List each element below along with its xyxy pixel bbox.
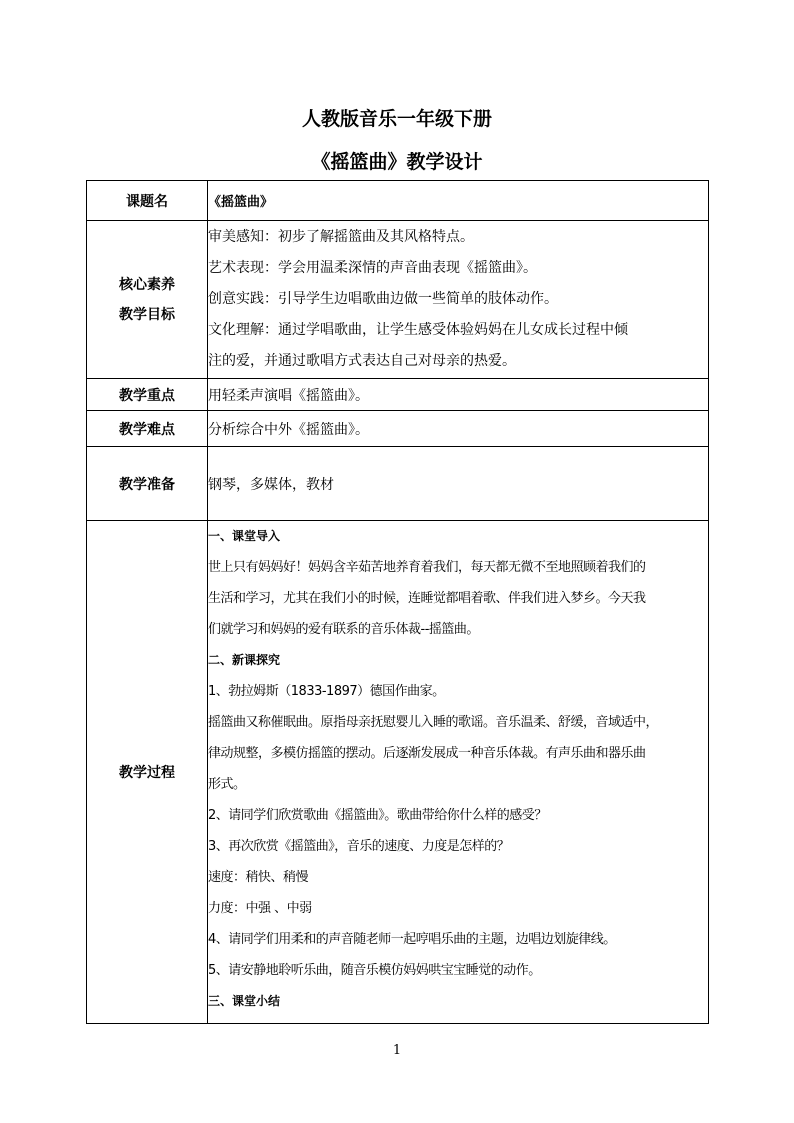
process-line: 1、勃拉姆斯（1833-1897）德国作曲家。 xyxy=(208,684,445,699)
goals-label-line2: 教学目标 xyxy=(119,306,175,323)
table-row-goals xyxy=(87,221,709,379)
key-point-label: 教学重点 xyxy=(87,379,208,411)
process-heading: 二、新课探究 xyxy=(208,653,281,667)
table-row-key-point xyxy=(87,379,709,411)
preparation-label: 教学准备 xyxy=(87,447,208,521)
process-line: 2、请同学们欣赏歌曲《摇篮曲》。歌曲带给你什么样的感受？ xyxy=(208,808,547,823)
process-line: 世上只有妈妈好！妈妈含辛茹苦地养育着我们，每天都无微不至地照顾着我们的 xyxy=(208,560,646,575)
topic-value: 《摇篮曲》 xyxy=(208,181,709,221)
difficulty-label: 教学难点 xyxy=(87,411,208,447)
table-row-preparation xyxy=(87,447,709,521)
preparation-value: 钢琴，多媒体，教材 xyxy=(208,447,709,521)
lesson-plan-table xyxy=(86,180,709,1024)
table-row-topic xyxy=(87,181,709,221)
goal-line: 文化理解：通过学唱歌曲，让学生感受体验妈妈在儿女成长过程中倾 xyxy=(208,322,628,338)
goal-line: 注的爱，并通过歌唱方式表达自己对母亲的热爱。 xyxy=(208,353,516,369)
difficulty-value: 分析综合中外《摇篮曲》。 xyxy=(208,411,709,447)
process-label: 教学过程 xyxy=(87,521,208,1024)
process-line: 力度：中强 、中弱 xyxy=(208,901,312,916)
process-line: 生活和学习，尤其在我们小的时候，连睡觉都唱着歌、伴我们进入梦乡。今天我 xyxy=(208,591,646,606)
process-line: 3、再次欣赏《摇篮曲》，音乐的速度、力度是怎样的？ xyxy=(208,839,510,854)
document-subtitle: 《摇篮曲》教学设计 xyxy=(311,151,483,173)
table-row-difficulty xyxy=(87,411,709,447)
process-line: 5、请安静地聆听乐曲，随音乐模仿妈妈哄宝宝睡觉的动作。 xyxy=(208,963,541,978)
topic-label: 课题名 xyxy=(87,181,208,221)
process-content xyxy=(208,521,709,1024)
process-line: 摇篮曲又称催眠曲。原指母亲抚慰婴儿入睡的歌谣。音乐温柔、舒缓，音域适中， xyxy=(208,715,659,730)
document-title: 人教版音乐一年级下册 xyxy=(301,108,492,130)
goals-label xyxy=(87,221,208,379)
page-number: 1 xyxy=(392,1043,402,1058)
process-line: 形式。 xyxy=(208,777,246,792)
process-heading: 一、课堂导入 xyxy=(208,529,281,543)
process-line: 速度：稍快、稍慢 xyxy=(208,870,309,885)
goal-line: 审美感知：初步了解摇篮曲及其风格特点。 xyxy=(208,229,474,245)
key-point-value: 用轻柔声演唱《摇篮曲》。 xyxy=(208,379,709,411)
process-heading: 三、课堂小结 xyxy=(208,994,281,1008)
goals-content xyxy=(208,221,709,379)
table-row-process xyxy=(87,521,709,1024)
process-line: 律动规整，多模仿摇篮的摆动。后逐渐发展成一种音乐体裁。有声乐曲和器乐曲 xyxy=(208,746,646,761)
process-line: 4、请同学们用柔和的声音随老师一起哼唱乐曲的主题，边唱边划旋律线。 xyxy=(208,932,616,947)
goals-label-line1: 核心素养 xyxy=(119,276,175,293)
process-line: 们就学习和妈妈的爱有联系的音乐体裁--摇篮曲。 xyxy=(208,622,479,637)
goal-line: 创意实践：引导学生边唱歌曲边做一些简单的肢体动作。 xyxy=(208,291,558,307)
goal-line: 艺术表现：学会用温柔深情的声音曲表现《摇篮曲》。 xyxy=(208,260,537,276)
